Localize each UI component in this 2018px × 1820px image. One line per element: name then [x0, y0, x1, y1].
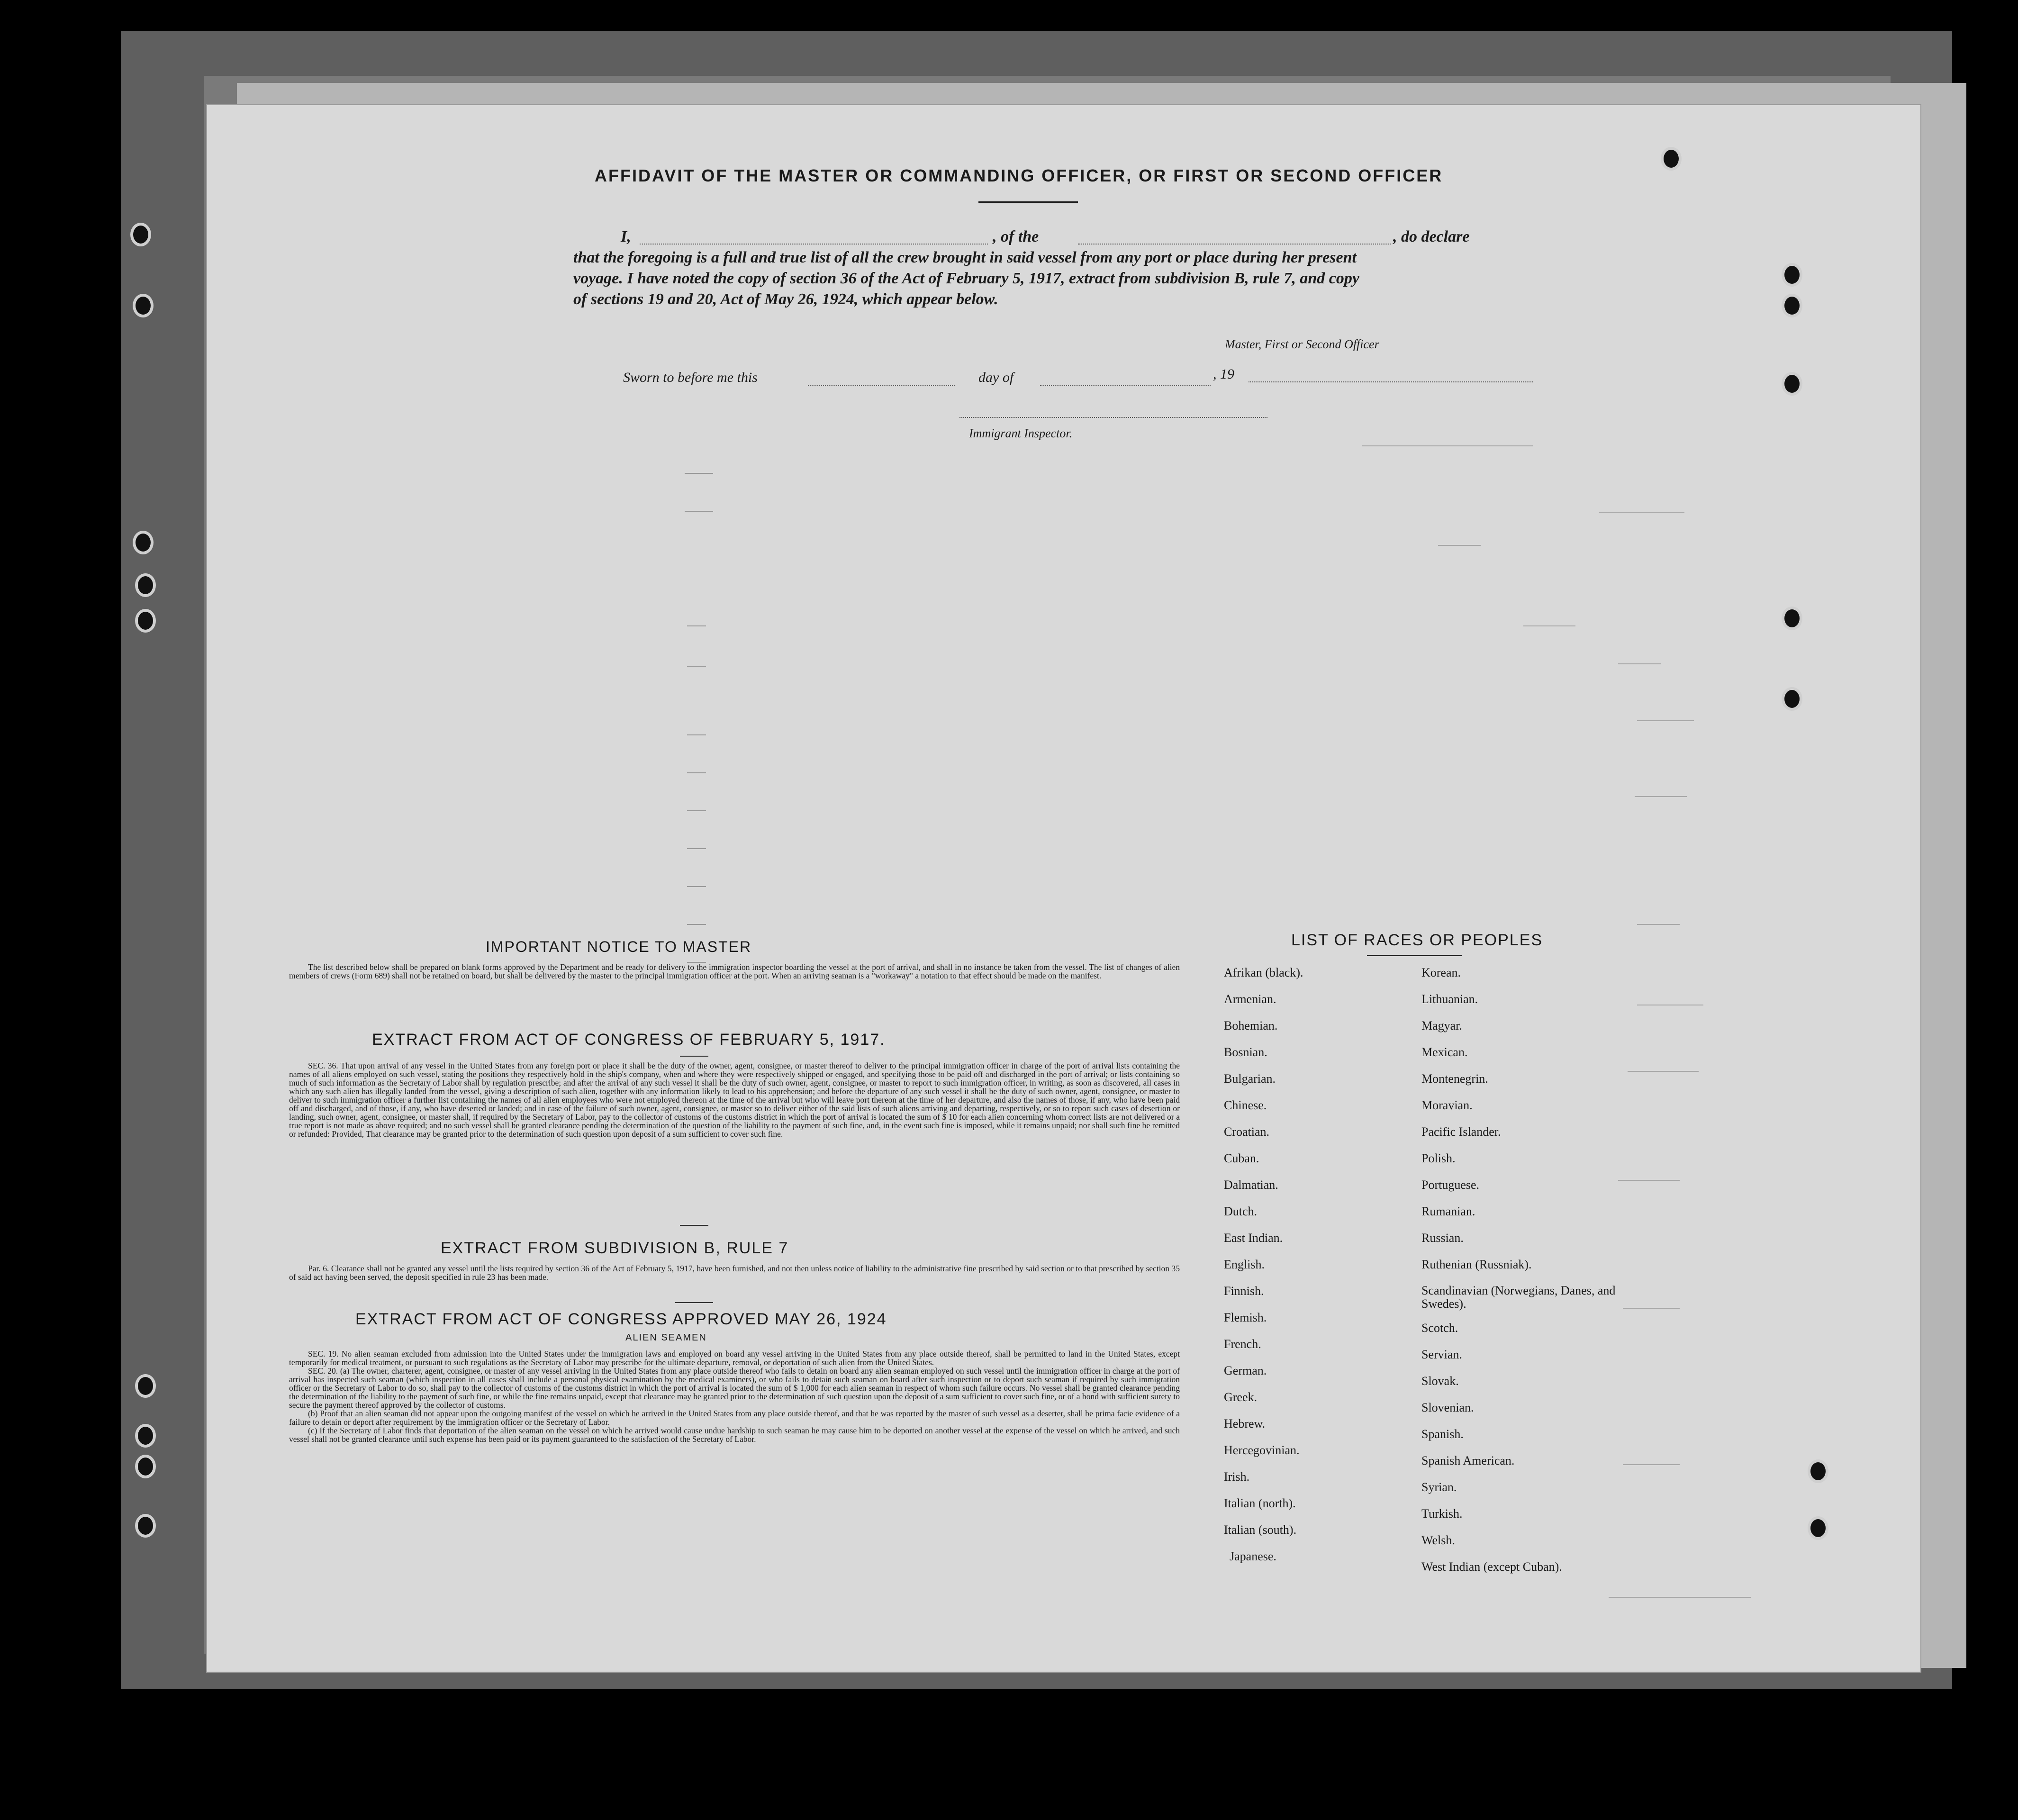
binder-hole-icon: [1808, 1459, 1828, 1483]
race-item: Mexican.: [1421, 1045, 1468, 1059]
race-item: Turkish.: [1421, 1507, 1463, 1521]
extract-1917-title: EXTRACT FROM ACT OF CONGRESS OF FEBRUARY 5, 1917.: [372, 1031, 886, 1049]
binder-hole-icon: [1661, 147, 1682, 171]
sec20b-paragraph: (b) Proof that an alien seaman did not appear upon the outgoing manifest of the vessel on which he arrived in the United States from any place outside thereof, and that he was reported by the master of such vessel as a deserter, shall be prima facie evidence of a failure to detain or deport after requirement by the immigration officer or the Secretary of Labor.: [289, 1409, 1180, 1427]
race-item: English.: [1224, 1258, 1265, 1271]
divider: [680, 1225, 708, 1226]
sworn-day-blank[interactable]: [808, 385, 955, 386]
race-item: West Indian (except Cuban).: [1421, 1560, 1562, 1574]
year-label: , 19: [1213, 366, 1234, 382]
binder-hole-icon: [1808, 1516, 1828, 1540]
race-item: Pacific Islander.: [1421, 1125, 1501, 1139]
race-item: Portuguese.: [1421, 1178, 1480, 1192]
extract-1917-text: [289, 1061, 1180, 1138]
rule7-title: EXTRACT FROM SUBDIVISION B, RULE 7: [441, 1239, 789, 1257]
race-item: Syrian.: [1421, 1480, 1457, 1494]
race-item: Chinese.: [1224, 1098, 1267, 1112]
binder-hole-icon: [1782, 263, 1802, 287]
race-item: Scotch.: [1421, 1321, 1458, 1335]
inspector-label: Immigrant Inspector.: [969, 426, 1073, 440]
binder-hole-icon: [133, 294, 154, 317]
affidavit-line1-i: I,: [621, 228, 631, 245]
divider: [680, 1056, 708, 1057]
race-item: Korean.: [1421, 966, 1461, 979]
race-item: Italian (south).: [1224, 1523, 1297, 1537]
binder-hole-icon: [1782, 294, 1802, 317]
manifest-page: [206, 104, 1921, 1673]
race-item: Italian (north).: [1224, 1496, 1296, 1510]
race-item: Servian.: [1421, 1348, 1462, 1361]
race-item: Flemish.: [1224, 1311, 1267, 1324]
race-item: Rumanian.: [1421, 1204, 1475, 1218]
sworn-month-blank[interactable]: [1040, 385, 1211, 386]
race-item: Welsh.: [1421, 1533, 1455, 1547]
binder-hole-icon: [1782, 687, 1802, 711]
race-item: Moravian.: [1421, 1098, 1473, 1112]
notice-title: IMPORTANT NOTICE TO MASTER: [486, 938, 752, 955]
binder-hole-icon: [135, 1374, 156, 1398]
notice-paragraph: The list described below shall be prepared on blank forms approved by the Department and be ready for delivery to the immigration inspector boarding the vessel at the port of arrival, and shall in no instance be taken from the vessel. The list of changes of alien members of crews (Form 689) shall not be retained on board, but shall be delivered by the master to the principal immigration officer at the port. When an arriving seaman is a "workaway" a notation to that effect should be made on the manifest.: [289, 962, 1180, 980]
race-item: Dutch.: [1224, 1204, 1258, 1218]
rule7-text: [289, 1264, 1180, 1281]
race-item: Bulgarian.: [1224, 1072, 1276, 1086]
race-item: Croatian.: [1224, 1125, 1270, 1139]
races-underline: [1367, 955, 1462, 956]
race-item: Irish.: [1224, 1470, 1250, 1484]
race-item: Finnish.: [1224, 1284, 1264, 1298]
race-item: Cuban.: [1224, 1151, 1259, 1165]
race-item: Dalmatian.: [1224, 1178, 1278, 1192]
race-item: Spanish American.: [1421, 1454, 1515, 1467]
race-item: Magyar.: [1421, 1019, 1462, 1032]
race-item: Bosnian.: [1224, 1045, 1267, 1059]
race-item: Scandinavian (Norwegians, Danes, and Swedes).: [1421, 1284, 1616, 1311]
sworn-label: Sworn to before me this: [623, 370, 758, 385]
race-item: Afrikan (black).: [1224, 966, 1303, 979]
binder-hole-icon: [135, 609, 156, 633]
sec19-paragraph: SEC. 19. No alien seaman excluded from admission into the United States under the immigration laws and employed on board any vessel arriving in the United States from any place outside thereof, shall be permitted to land in the United States, except temporarily for medical treatment, or pursuant to such regulations as the Secretary of Labor may prescribe for the ultimate departure, removal, or deportation of such alien from the United States.: [289, 1349, 1180, 1367]
sec20a-paragraph: SEC. 20. (a) The owner, charterer, agent, consignee, or master of any vessel arriving in the United States from any place outside thereof who fails to detain on board any alien seaman employed on such vessel until the immigration officer in charge at the port of arrival has inspected such seaman (which inspection in all cases shall include a personal physical examination by the medical examiners), or who fails to detain such seaman on board after such inspection or to deport such seaman if required by such immigration officer or the Secretary of Labor to do so, shall pay to the collector of customs of the customs district in which the port of arrival is located the sum of $ 1,000 for each alien seaman in respect of whom such failure occurs. No vessel shall be granted clearance pending the determination of the liability to the payment of such fine, or while the fine remains unpaid, except that clearance may be granted prior to the determination of such question upon the deposit of a sum sufficient to cover such fine, or of a bond with sufficient surety to secure the payment thereof approved by the collector of customs.: [289, 1366, 1180, 1410]
binder-hole-icon: [1782, 372, 1802, 396]
inspector-signature-blank[interactable]: [959, 417, 1267, 418]
binder-hole-icon: [135, 1455, 156, 1478]
extract-1924-text: [289, 1349, 1180, 1443]
races-title: LIST OF RACES OR PEOPLES: [1291, 931, 1543, 949]
binder-hole-icon: [135, 1424, 156, 1448]
binder-hole-icon: [133, 531, 154, 554]
notice-text: [289, 963, 1180, 980]
binder-hole-icon: [135, 1514, 156, 1538]
race-item: French.: [1224, 1337, 1261, 1351]
extract-1924-title: EXTRACT FROM ACT OF CONGRESS APPROVED MAY 26, 1924: [355, 1310, 887, 1328]
race-item: Ruthenian (Russniak).: [1421, 1258, 1532, 1271]
race-item: Russian.: [1421, 1231, 1464, 1245]
title-underline: [978, 201, 1078, 203]
race-item: Spanish.: [1421, 1427, 1464, 1441]
master-label: Master, First or Second Officer: [1225, 337, 1379, 351]
alien-seamen-subtitle: ALIEN SEAMEN: [625, 1332, 707, 1343]
affidavit-title: AFFIDAVIT OF THE MASTER OR COMMANDING OFFICER, OR FIRST OR SECOND OFFICER: [595, 166, 1443, 185]
race-item: Japanese.: [1230, 1549, 1276, 1563]
master-signature-blank[interactable]: [1249, 381, 1533, 382]
race-item: Polish.: [1421, 1151, 1456, 1165]
race-item: Slovenian.: [1421, 1401, 1474, 1414]
race-item: Greek.: [1224, 1390, 1258, 1404]
race-item: Slovak.: [1421, 1374, 1459, 1388]
race-item: Armenian.: [1224, 992, 1276, 1006]
affidavit-line2: that the foregoing is a full and true list of all the crew brought in said vessel from any port or place during her present: [573, 249, 1357, 266]
binder-hole-icon: [135, 573, 156, 597]
race-item: Bohemian.: [1224, 1019, 1278, 1032]
affidavit-line4: of sections 19 and 20, Act of May 26, 1924, which appear below.: [573, 290, 998, 308]
affidavit-line1-of: , of the: [993, 228, 1039, 245]
binder-hole-icon: [1782, 607, 1802, 630]
day-of-label: day of: [978, 370, 1014, 385]
binder-hole-icon: [130, 223, 151, 246]
affidavit-line3: voyage. I have noted the copy of section 36 of the Act of February 5, 1917, extract from subdivision B, rule 7, and copy: [573, 270, 1359, 287]
sec20c-paragraph: (c) If the Secretary of Labor finds that deportation of the alien seaman on the vessel on which he arrived would cause undue hardship to such seaman he may cause him to be deported on another vessel at the expense of the vessel on which he arrived, and such vessel shall not be granted clearance until such expense has been paid or its payment guaranteed to the satisfaction of the Secretary of Labor.: [289, 1426, 1180, 1444]
race-item: East Indian.: [1224, 1231, 1283, 1245]
rule7-paragraph: Par. 6. Clearance shall not be granted any vessel until the lists required by section 36 of the Act of February 5, 1917, have been furnished, and not then unless notice of liability to the administrative fine prescribed by said section or to that prescribed by section 35 of said act having been served, the deposit specified in rule 23 has been made.: [289, 1264, 1180, 1282]
affidavit-line1-declare: , do declare: [1393, 228, 1470, 245]
race-item: Hercegovinian.: [1224, 1443, 1300, 1457]
divider: [675, 1302, 713, 1303]
race-item: Montenegrin.: [1421, 1072, 1488, 1086]
race-item: Lithuanian.: [1421, 992, 1478, 1006]
race-item: Hebrew.: [1224, 1417, 1266, 1431]
race-item: German.: [1224, 1364, 1267, 1377]
extract-1917-paragraph: SEC. 36. That upon arrival of any vessel in the United States from any foreign port or place it shall be the duty of the owner, agent, consignee, or master thereof to deliver to the principal immigration officer in charge of the port of arrival lists containing the names of all aliens employed on such vessel, stating the positions they respectively hold in the ship's company, when and where they were respectively shipped or engaged, and specifying those to be paid off and discharged in the port of arrival; or lists containing so much of such information as the Secretary of Labor shall by regulation prescribe; and after the arrival of any such vessel it shall be the duty of such owner, agent, consignee, or master to report to such immigration officer, in writing, as soon as discovered, all cases in which any such alien has illegally landed from the vessel, giving a description of such alien, together with any information likely to lead to his apprehension; and before the departure of any such vessel it shall be the duty of such owner, agent, consignee, or master to deliver to such immigration officer a further list containing the names of all alien employees who were not employed thereon at the time of the arrival but who will leave port thereon at the time of her departure, and also the names of those, if any, who have been paid off and discharged, and of those, if any, who have deserted or landed; and in case of the failure of such owner, agent, consignee, or master so to deliver either of the said lists of such aliens arriving and departing, respectively, or so to report such cases of desertion or landing, such owner, agent, consignee, or master shall, if required by the Secretary of Labor, pay to the collector of customs of the customs district in which the port of arrival is located the sum of $ 10 for each alien concerning whom correct lists are not delivered or a true report is not made as above required; and no such vessel shall be granted clearance pending the determination of the question of the liability to the payment of such fine, and, in the event such fine is imposed, while it remains unpaid; nor shall such fine be remitted or refunded: Provided, That clearance may be granted prior to the determination of such question upon deposit of a sum sufficient to cover such fine.: [289, 1061, 1180, 1139]
